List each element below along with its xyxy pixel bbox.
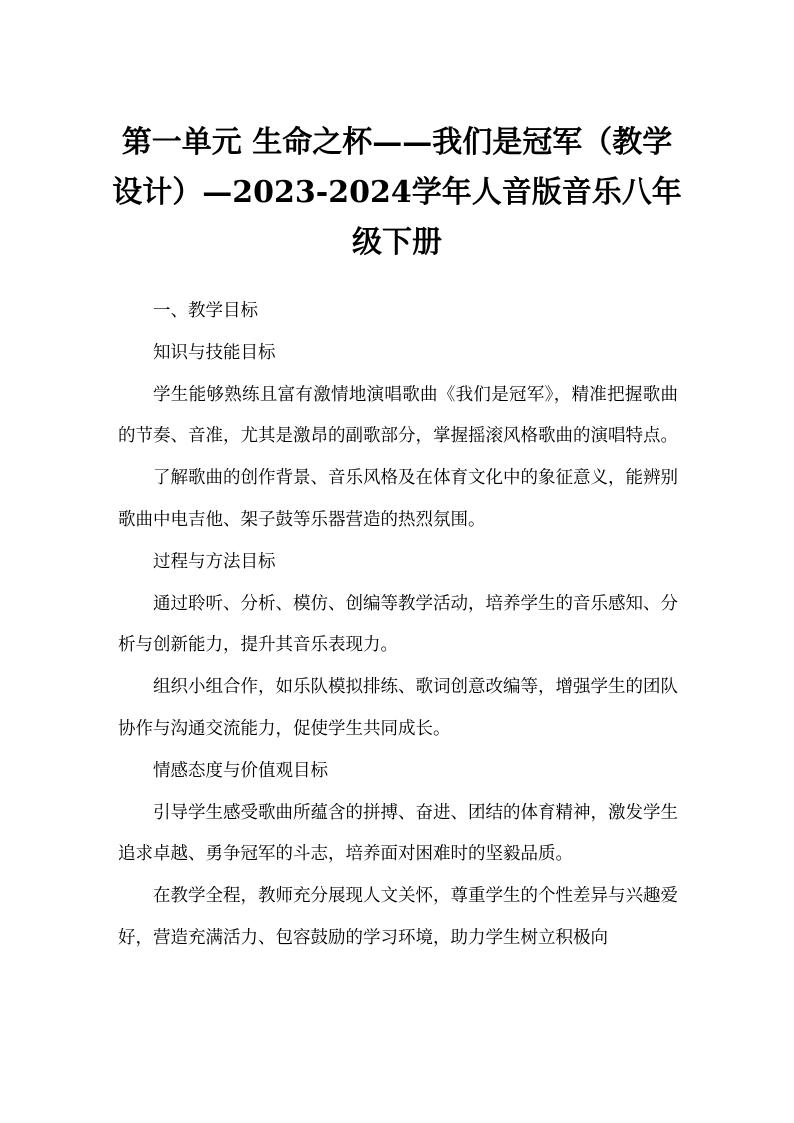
paragraph: 了解歌曲的创作背景、音乐风格及在体育文化中的象征意义，能辨别歌曲中电吉他、架子鼓等乐器营造的热烈氛围。 <box>118 468 678 530</box>
paragraph: 通过聆听、分析、模仿、创编等教学活动，培养学生的音乐感知、分析与创新能力，提升其音乐表现力。 <box>118 593 678 656</box>
paragraph: 组织小组合作，如乐队模拟排练、歌词创意改编等，增强学生的团队协作与沟通交流能力，促使学生共同成长。 <box>118 677 678 739</box>
section-heading-teaching-goals: 一、教学目标 <box>153 301 258 321</box>
paragraph: 在教学全程，教师充分展现人文关怀，尊重学生的个性差异与兴趣爱好，营造充满活力、包容鼓励的学习环境，助力学生树立积极向 <box>118 886 678 948</box>
subheading-process-methods: 过程与方法目标 <box>153 551 276 572</box>
document-title: 第一单元 生命之杯——我们是冠军（教学设计）—2023-2024学年人音版音乐八年级下册 <box>112 125 682 260</box>
paragraph: 学生能够熟练且富有激情地演唱歌曲《我们是冠军》，精准把握歌曲的节奏、音准，尤其是激昂的副歌部分，掌握摇滚风格歌曲的演唱特点。 <box>118 384 678 447</box>
paragraph: 引导学生感受歌曲所蕴含的拼搏、奋进、团结的体育精神，激发学生追求卓越、勇争冠军的斗志，培养面对困难时的坚毅品质。 <box>118 802 678 865</box>
subheading-emotion-values: 情感态度与价值观目标 <box>153 760 328 781</box>
document-body <box>118 291 678 960</box>
subheading-knowledge-skills: 知识与技能目标 <box>153 342 276 363</box>
